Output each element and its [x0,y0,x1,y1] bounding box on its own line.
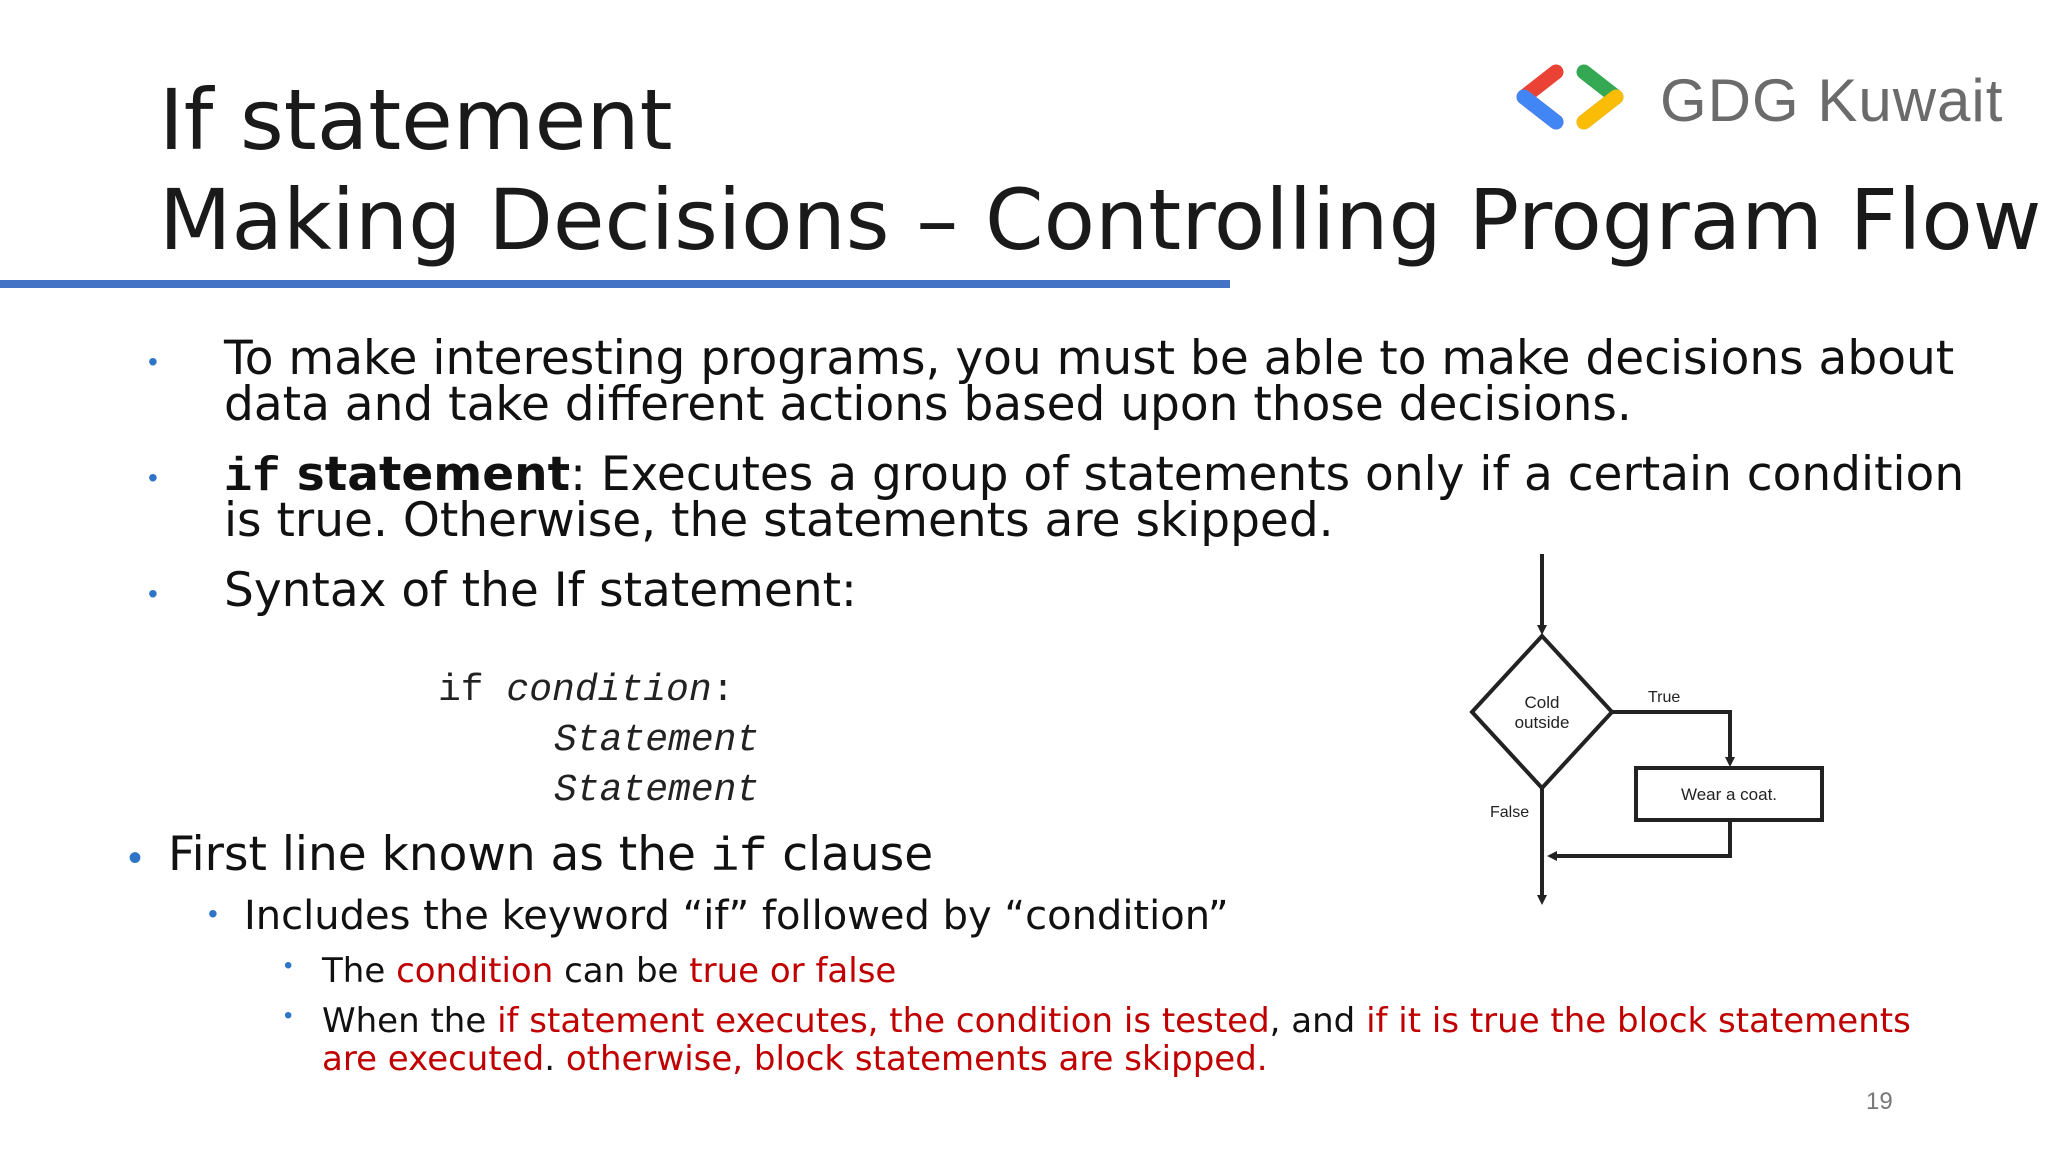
syntax-statement-2: Statement [554,769,760,812]
decision-diamond [1472,636,1612,788]
bullet-1-line-1: To make interesting programs, you must be able to make decisions about [224,331,1955,386]
sub-sub-bullet-condition [322,948,896,994]
syntax-condition: condition [506,669,712,712]
bullet-3-line-1: Syntax of the If statement: [224,563,857,618]
decision-text-line-2: outside [1514,713,1570,732]
if-keyword-code: if [224,452,281,505]
bullet-dot: • [148,346,158,377]
true-path [1612,712,1730,762]
title-underline [0,280,1230,288]
syntax-statement-1: Statement [554,719,760,762]
text-and: , and [1269,1001,1356,1041]
gdg-logo-text: GDG Kuwait [1660,67,2004,134]
syntax-line-3 [554,769,760,812]
return-path [1552,820,1730,856]
clause-after: clause [782,827,934,882]
text-otherwise: otherwise, block statements are skipped. [565,1039,1268,1079]
text-if-true: if it is true the block statements [1366,1001,1911,1041]
page-number: 19 [1866,1088,1893,1115]
text-if-executes: if statement executes, the condition is tested [497,1001,1270,1041]
bullet-dot: • [208,898,218,929]
bullet-1-line-2: data and take different actions based upon those decisions. [224,377,1632,432]
statement-bold: statement [280,447,571,502]
if-flowchart [1440,550,1840,920]
clause-before: First line known as the [168,827,696,882]
bullet-2-line-2: is true. Otherwise, the statements are skipped. [224,493,1334,548]
gdg-logo [1506,62,1646,132]
sub-sub-bullet-when-line-2 [322,1036,1268,1082]
text-period: . [544,1039,555,1079]
text-when: When the [322,1001,487,1041]
text-can-be: can be [564,951,679,991]
syntax-if: if [438,669,484,712]
bullet-dot: • [128,836,143,880]
decision-text-line-1: Cold [1524,693,1560,712]
action-text: Wear a coat. [1680,785,1778,804]
slide-title-line-2: Making Decisions – Controlling Program Flow [159,171,2042,269]
sub-bullet-keyword: Includes the keyword “if” followed by “condition” [244,893,1229,939]
clause-bullet [168,827,934,885]
bullet-2-rest: : Executes a group of statements only if a certain condition [570,447,1965,502]
syntax-line-1 [438,669,735,712]
text-are-executed: are executed [322,1039,545,1079]
text-condition: condition [396,951,554,991]
bullet-dot: • [148,578,158,609]
bullet-dot: • [284,1002,293,1029]
text-the: The [322,951,386,991]
gdg-chevrons-icon [1506,62,1646,132]
true-label: True [1648,689,1681,706]
false-label: False [1490,804,1530,821]
bullet-dot: • [284,952,293,979]
text-true-or-false: true or false [689,951,897,991]
syntax-colon: : [711,669,735,712]
slide-title-line-1: If statement [159,71,673,169]
bullet-dot: • [148,462,158,493]
clause-if-code: if [710,832,768,885]
syntax-line-2 [554,719,760,762]
